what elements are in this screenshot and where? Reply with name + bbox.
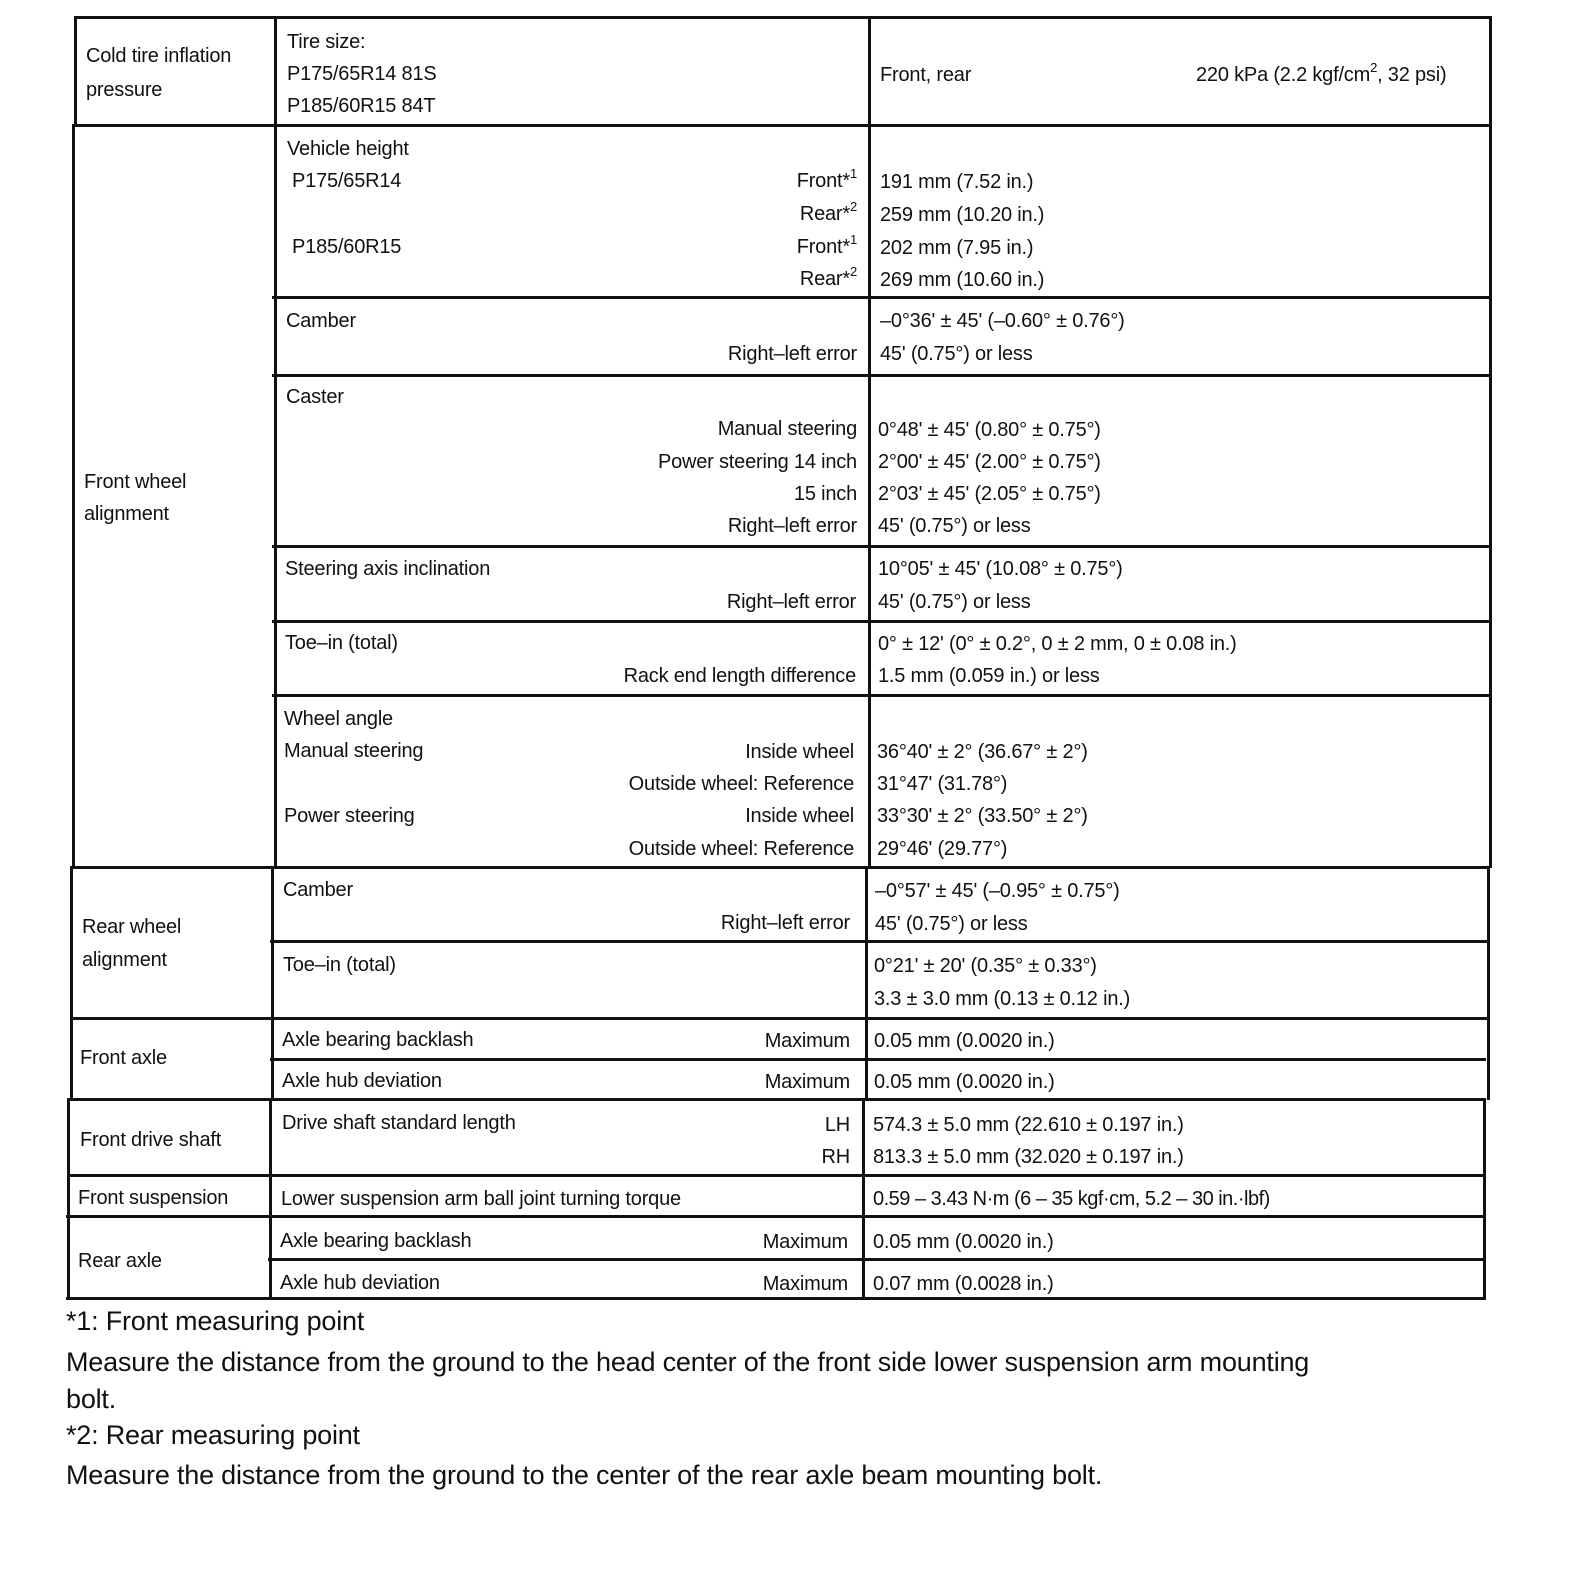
row-divider — [272, 620, 1490, 623]
steering-type: Power steering — [284, 805, 415, 827]
spec-value: 0°21' ± 20' (0.35° ± 0.33°) — [874, 955, 1097, 977]
spec-value: 10°05' ± 45' (10.08° ± 0.75°) — [878, 558, 1123, 580]
spec-value: 0.07 mm (0.0028 in.) — [873, 1273, 1054, 1295]
footnote-2-text: Measure the distance from the ground to the center of the rear axle beam mounting bolt. — [66, 1460, 1103, 1490]
position-label: Front*$^1$ — [796, 166, 857, 192]
spec-value: 45' (0.75°) or less — [878, 515, 1031, 537]
column-divider — [271, 866, 274, 1100]
spec-value: 2°00' ± 45' (2.00° ± 0.75°) — [878, 451, 1101, 473]
row-divider — [268, 1258, 1484, 1261]
spec-value: 220 kPa (2.2 kgf/$cm^2$, 32 psi) — [1196, 60, 1447, 86]
spec-value: 0.59 – 3.43 N·m (6 – 35 kgf·cm, 5.2 – 30 in.·lbf) — [873, 1188, 1270, 1210]
condition-label: LH — [824, 1114, 850, 1136]
spec-label: Front, rear — [880, 64, 972, 86]
spec-value: 574.3 ± 5.0 mm (22.610 ± 0.197 in.) — [873, 1114, 1184, 1136]
section-label-rear-wheel-alignment: alignment — [82, 949, 167, 971]
row-divider — [70, 1017, 1488, 1020]
item-label: Vehicle height — [287, 138, 409, 160]
row-divider — [270, 1058, 1486, 1061]
section-label-cold-tire: pressure — [86, 79, 163, 101]
condition-label: Maximum — [764, 1030, 850, 1052]
row-divider — [270, 940, 1488, 943]
row-divider — [68, 1098, 1486, 1101]
row-divider — [272, 545, 1490, 548]
item-label: Axle hub deviation — [282, 1070, 442, 1092]
column-divider — [868, 16, 871, 868]
spec-value: 3.3 ± 3.0 mm (0.13 ± 0.12 in.) — [874, 988, 1131, 1010]
row-divider — [74, 124, 1492, 127]
table-border-bottom — [66, 1297, 1484, 1300]
condition-label: 15 inch — [793, 483, 857, 505]
tire-size: P175/65R14 — [292, 170, 402, 192]
item-label: Axle hub deviation — [280, 1272, 440, 1294]
spec-value: 45' (0.75°) or less — [878, 591, 1031, 613]
spec-value: 29°46' (29.77°) — [877, 838, 1008, 860]
spec-value: 0.05 mm (0.0020 in.) — [873, 1231, 1054, 1253]
item-label: Steering axis inclination — [285, 558, 491, 580]
item-label: Camber — [283, 879, 353, 901]
condition-label: Manual steering — [717, 418, 857, 440]
spec-value: 191 mm (7.52 in.) — [880, 171, 1034, 193]
spec-value: 0° ± 12' (0° ± 0.2°, 0 ± 2 mm, 0 ± 0.08 in.) — [878, 633, 1237, 655]
spec-value: 45' (0.75°) or less — [875, 913, 1028, 935]
superscript: 2 — [849, 264, 857, 280]
section-label-front-axle: Front axle — [80, 1047, 167, 1069]
condition-label: Inside wheel — [745, 741, 854, 763]
row-divider — [272, 296, 1490, 299]
item-label: Axle bearing backlash — [280, 1230, 472, 1252]
spec-value: 0°48' ± 45' (0.80° ± 0.75°) — [878, 419, 1101, 441]
section-label-front-drive-shaft: Front drive shaft — [80, 1129, 222, 1151]
spec-value: 0.05 mm (0.0020 in.) — [874, 1030, 1055, 1052]
item-label: Drive shaft standard length — [282, 1112, 516, 1134]
spec-value: 202 mm (7.95 in.) — [880, 237, 1034, 259]
column-divider — [862, 1098, 865, 1300]
footnote-2-title: *2: Rear measuring point — [66, 1420, 360, 1450]
footnote-1-title: *1: Front measuring point — [66, 1306, 365, 1336]
spec-value: 0.05 mm (0.0020 in.) — [874, 1071, 1055, 1093]
table-border-left — [74, 16, 77, 126]
spec-value: 45' (0.75°) or less — [880, 343, 1033, 365]
item-label: Toe–in (total) — [285, 632, 398, 654]
row-divider — [66, 1215, 1484, 1218]
condition-label: Maximum — [764, 1071, 850, 1093]
item-label: Axle bearing backlash — [282, 1029, 474, 1051]
row-divider — [68, 1174, 1484, 1177]
condition-label: Rack end length difference — [623, 665, 856, 687]
table-border-left — [67, 1098, 70, 1300]
item-label: Camber — [286, 310, 356, 332]
section-label-front-suspension: Front suspension — [78, 1187, 229, 1209]
spec-value: 31°47' (31.78°) — [877, 773, 1008, 795]
section-label-front-wheel-alignment: alignment — [84, 503, 169, 525]
condition-label: Right–left error — [727, 343, 857, 365]
tire-size: P175/65R14 81S — [287, 63, 437, 85]
section-label-rear-axle: Rear axle — [78, 1250, 162, 1272]
condition-label: Right–left error — [726, 591, 856, 613]
item-label: Lower suspension arm ball joint turning torque — [281, 1188, 681, 1210]
spec-value: –0°57' ± 45' (–0.95° ± 0.75°) — [875, 880, 1120, 902]
table-border-right — [1489, 16, 1492, 868]
condition-label: Maximum — [762, 1273, 848, 1295]
condition-label: Right–left error — [727, 515, 857, 537]
condition-label: Power steering 14 inch — [657, 451, 857, 473]
table-border-left — [72, 124, 75, 868]
condition-label: RH — [821, 1146, 850, 1168]
column-divider — [269, 1098, 272, 1300]
superscript: 1 — [849, 166, 857, 182]
table-border-left — [70, 866, 73, 1100]
table-border-right — [1487, 866, 1490, 1100]
item-label: Tire size: — [287, 31, 366, 53]
item-label: Wheel angle — [284, 708, 393, 730]
spec-value: 813.3 ± 5.0 mm (32.020 ± 0.197 in.) — [873, 1146, 1184, 1168]
tire-size: P185/60R15 — [292, 236, 402, 258]
spec-value: –0°36' ± 45' (–0.60° ± 0.76°) — [880, 310, 1125, 332]
condition-label: Outside wheel: Reference — [628, 773, 854, 795]
spec-value: 36°40' ± 2° (36.67° ± 2°) — [877, 741, 1088, 763]
table-border-top — [74, 16, 1492, 19]
section-label-front-wheel-alignment: Front wheel — [84, 471, 187, 493]
condition-label: Outside wheel: Reference — [628, 838, 854, 860]
condition-label: Maximum — [762, 1231, 848, 1253]
position-label: Rear*$^2$ — [799, 264, 857, 290]
section-label-cold-tire: Cold tire inflation — [86, 45, 232, 67]
row-divider — [272, 694, 1490, 697]
spec-value: 2°03' ± 45' (2.05° ± 0.75°) — [878, 483, 1101, 505]
footnote-1-text: bolt. — [66, 1384, 117, 1414]
spec-value: 1.5 mm (0.059 in.) or less — [878, 665, 1100, 687]
condition-label: Inside wheel — [745, 805, 854, 827]
tire-size: P185/60R15 84T — [287, 95, 436, 117]
item-label: Caster — [286, 386, 344, 408]
steering-type: Manual steering — [284, 740, 424, 762]
column-divider — [274, 16, 277, 868]
position-label: Rear*$^2$ — [799, 199, 857, 225]
superscript: 2 — [1370, 60, 1378, 76]
condition-label: Right–left error — [720, 912, 850, 934]
spec-value: 259 mm (10.20 in.) — [880, 204, 1045, 226]
row-divider — [70, 866, 1490, 869]
superscript: 1 — [849, 232, 857, 248]
section-label-rear-wheel-alignment: Rear wheel — [82, 916, 182, 938]
superscript: 2 — [849, 199, 857, 215]
row-divider — [272, 374, 1490, 377]
item-label: Toe–in (total) — [283, 954, 396, 976]
spec-value: 269 mm (10.60 in.) — [880, 269, 1045, 291]
position-label: Front*$^1$ — [796, 232, 857, 258]
table-border-right — [1483, 1098, 1486, 1300]
column-divider — [865, 866, 868, 1100]
spec-value: 33°30' ± 2° (33.50° ± 2°) — [877, 805, 1088, 827]
footnote-1-text: Measure the distance from the ground to the head center of the front side lower suspension arm mounting — [66, 1347, 1310, 1377]
